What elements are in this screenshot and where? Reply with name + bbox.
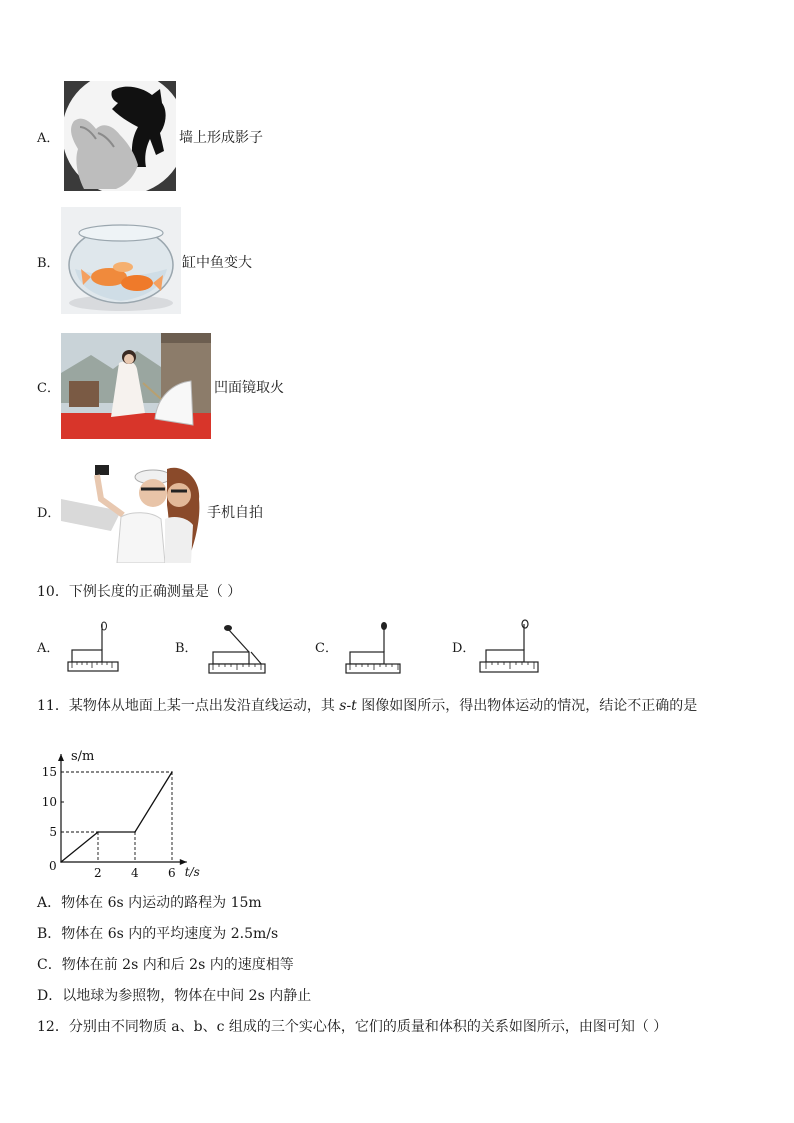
q11-option-c-text: 物体在前 2s 内和后 2s 内的速度相等 <box>61 957 294 973</box>
y-tick-label: 5 <box>49 825 57 839</box>
option-b-letter: B． <box>37 256 60 271</box>
option-d-caption: 手机自拍 <box>207 505 263 521</box>
x-axis-label: t/s <box>184 865 200 879</box>
q11-option-d-letter: D． <box>37 988 63 1004</box>
s-t-graph <box>30 728 220 880</box>
concave-mirror-fire-picture <box>61 333 211 439</box>
y-axis-label: s/m <box>71 749 95 764</box>
option-c-caption: 凹面镜取火 <box>214 380 284 396</box>
option-a-letter: A． <box>37 131 60 146</box>
q11-option-b-text: 物体在 6s 内的平均速度为 2.5m/s <box>61 926 279 942</box>
x-tick-label: 4 <box>131 866 139 880</box>
y-axis-arrow <box>58 754 64 761</box>
data-point <box>171 771 173 773</box>
option-c-letter: C． <box>37 381 60 396</box>
q11-option-d <box>37 987 311 1005</box>
ruler-figure-d <box>476 616 542 676</box>
x-tick-label: 2 <box>94 866 102 880</box>
series-line <box>61 772 172 862</box>
data-point <box>60 861 62 863</box>
y-tick-label: 10 <box>41 795 57 809</box>
ruler-figure-b <box>205 620 271 676</box>
q11-stem-italic: s-t <box>339 698 357 714</box>
phone-selfie-picture <box>61 459 206 563</box>
hand-shadow-picture <box>64 81 176 191</box>
q11-option-a <box>37 894 262 912</box>
origin-label: 0 <box>49 859 57 873</box>
q11-option-d-text: 以地球为参照物，物体在中间 2s 内静止 <box>62 988 312 1004</box>
q10-option-a-letter: A． <box>37 641 60 656</box>
option-d-letter: D． <box>37 506 61 521</box>
q11-stem-before: 11．某物体从地面上某一点出发沿直线运动，其 <box>37 698 340 714</box>
y-tick-label: 15 <box>41 765 57 779</box>
q11-option-c <box>37 956 294 974</box>
q11-stem <box>37 697 697 715</box>
q11-option-a-text: 物体在 6s 内运动的路程为 15m <box>61 895 262 911</box>
x-tick-label: 6 <box>168 866 176 880</box>
option-b-caption: 缸中鱼变大 <box>182 255 252 271</box>
data-point <box>134 831 136 833</box>
q11-option-a-letter: A． <box>37 895 62 911</box>
ruler-figure-c <box>344 620 404 676</box>
q11-option-b-letter: B． <box>37 926 62 942</box>
data-point <box>97 831 99 833</box>
q10-option-c-letter: C． <box>315 641 338 656</box>
goldfish-bowl-picture <box>61 207 181 314</box>
q10-option-b-letter: B． <box>175 641 198 656</box>
q10-stem: 10．下例长度的正确测量是（ ） <box>37 584 242 600</box>
q11-option-c-letter: C． <box>37 957 62 973</box>
q11-stem-after: 图像如图所示，得出物体运动的情况，结论不正确的是 <box>356 698 698 714</box>
option-a-caption: 墙上形成影子 <box>179 130 263 146</box>
ruler-figure-a <box>66 620 122 674</box>
q11-option-b <box>37 925 278 943</box>
q10-option-d-letter: D． <box>452 641 476 656</box>
q12-stem: 12．分别由不同物质 a、b、c 组成的三个实心体，它们的质量和体积的关系如图所示，由图可知（ ） <box>37 1019 668 1035</box>
